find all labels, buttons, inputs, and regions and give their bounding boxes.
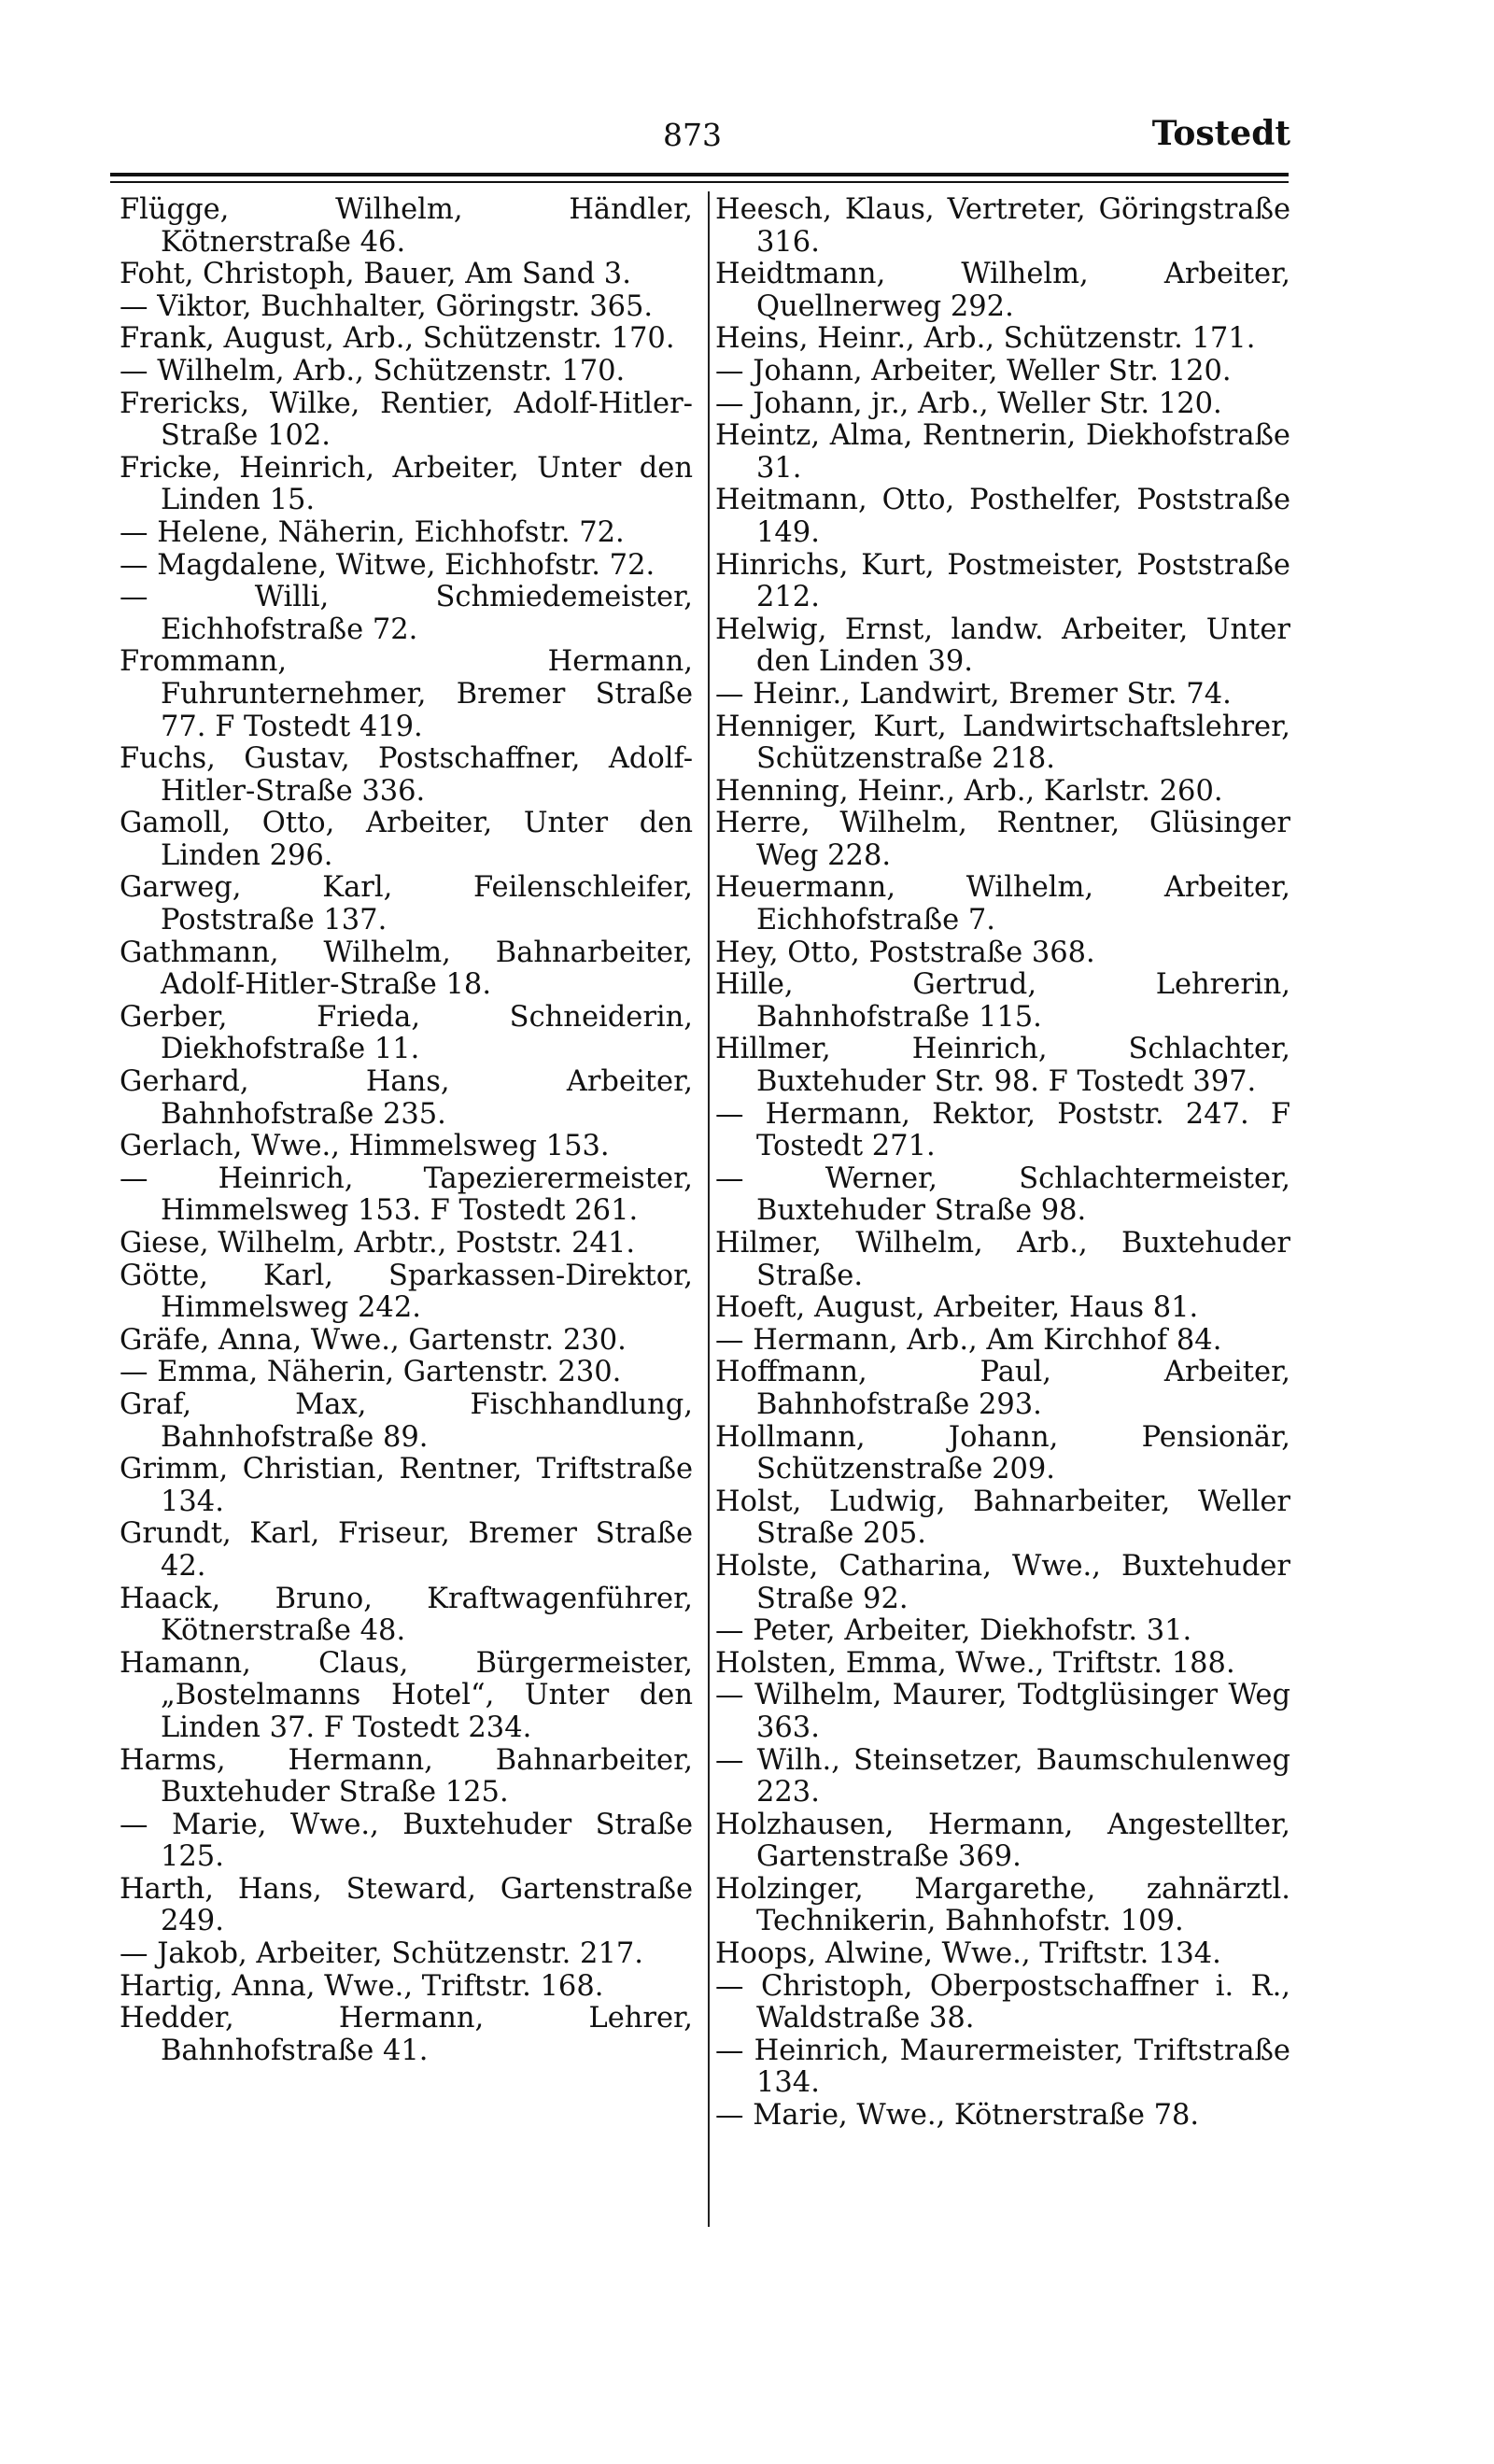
- directory-entry: Fricke, Heinrich, Arbeiter, Unter den Linden 15.: [120, 451, 693, 517]
- directory-entry: Frank, August, Arb., Schützenstr. 170.: [120, 322, 675, 356]
- directory-entry: Heintz, Alma, Rentnerin, Diekhofstraße 31.: [715, 419, 1290, 485]
- directory-entry: Fuchs, Gustav, Postschaffner, Adolf-Hitler-Straße 336.: [120, 742, 693, 808]
- header-rule: [110, 173, 1289, 176]
- directory-entry: — Jakob, Arbeiter, Schützenstr. 217.: [120, 1937, 643, 1971]
- directory-entry: Holzhausen, Hermann, Angestellter, Gartenstraße 369.: [715, 1808, 1290, 1874]
- directory-entry: Holzinger, Margarethe, zahnärztl. Technikerin, Bahnhofstr. 109.: [715, 1872, 1290, 1938]
- directory-entry: Harth, Hans, Steward, Gartenstraße 249.: [120, 1872, 693, 1938]
- directory-entry: Henning, Heinr., Arb., Karlstr. 260.: [715, 774, 1223, 808]
- directory-entry: Gamoll, Otto, Arbeiter, Unter den Linden 296.: [120, 807, 693, 872]
- directory-entry: — Hermann, Arb., Am Kirchhof 84.: [715, 1323, 1222, 1357]
- left-column: [120, 194, 693, 2067]
- directory-entry: — Heinrich, Maurermeister, Triftstraße 134.: [715, 2034, 1290, 2100]
- directory-entry: Hedder, Hermann, Lehrer, Bahnhofstraße 41.: [120, 2002, 693, 2067]
- directory-entry: Frommann, Hermann, Fuhrunternehmer, Bremer Straße 77. F Tostedt 419.: [120, 645, 693, 743]
- directory-entry: — Wilhelm, Arb., Schützenstr. 170.: [120, 354, 626, 387]
- directory-entry: — Werner, Schlachtermeister, Buxtehuder Straße 98.: [715, 1162, 1290, 1228]
- directory-entry: Giese, Wilhelm, Arbtr., Poststr. 241.: [120, 1227, 636, 1260]
- directory-entry: Hamann, Claus, Bürgermeister, „Bostelmanns Hotel“, Unter den Linden 37. F Tostedt 234.: [120, 1646, 693, 1744]
- directory-entry: Hollmann, Johann, Pensionär, Schützenstraße 209.: [715, 1420, 1290, 1486]
- directory-entry: Gathmann, Wilhelm, Bahnarbeiter, Adolf-Hitler-Straße 18.: [120, 936, 693, 1002]
- directory-entry: Graf, Max, Fischhandlung, Bahnhofstraße 89.: [120, 1387, 693, 1454]
- directory-entry: — Heinrich, Tapezierermeister, Himmelsweg 153. F Tostedt 261.: [120, 1162, 693, 1228]
- directory-entry: Holste, Catharina, Wwe., Buxtehuder Straße 92.: [715, 1549, 1290, 1615]
- directory-entry: Hilmer, Wilhelm, Arb., Buxtehuder Straße.: [715, 1227, 1290, 1292]
- directory-entry: — Marie, Wwe., Buxtehuder Straße 125.: [120, 1808, 693, 1874]
- directory-entry: Götte, Karl, Sparkassen-Direktor, Himmelsweg 242.: [120, 1259, 693, 1325]
- directory-entry: — Viktor, Buchhalter, Göringstr. 365.: [120, 289, 654, 323]
- directory-entry: Gerlach, Wwe., Himmelsweg 153.: [120, 1130, 610, 1163]
- directory-entry: Hoops, Alwine, Wwe., Triftstr. 134.: [715, 1937, 1221, 1971]
- directory-entry: Hoeft, August, Arbeiter, Haus 81.: [715, 1291, 1199, 1325]
- directory-entry: Hille, Gertrud, Lehrerin, Bahnhofstraße 115.: [715, 968, 1290, 1034]
- directory-entry: — Wilhelm, Maurer, Todtglüsinger Weg 363.: [715, 1679, 1290, 1744]
- directory-entry: Herre, Wilhelm, Rentner, Glüsinger Weg 228.: [715, 807, 1290, 872]
- directory-entry: Frericks, Wilke, Rentier, Adolf-Hitler-Straße 102.: [120, 387, 693, 453]
- directory-entry: Gerhard, Hans, Arbeiter, Bahnhofstraße 235.: [120, 1065, 693, 1131]
- directory-entry: — Helene, Näherin, Eichhofstr. 72.: [120, 515, 625, 549]
- directory-entry: Gräfe, Anna, Wwe., Gartenstr. 230.: [120, 1323, 627, 1357]
- directory-entry: Helwig, Ernst, landw. Arbeiter, Unter den Linden 39.: [715, 612, 1290, 679]
- directory-entry: — Hermann, Rektor, Poststr. 247. F Tostedt 271.: [715, 1097, 1290, 1163]
- header-rule-thin: [110, 181, 1289, 183]
- directory-entry: Henniger, Kurt, Landwirtschaftslehrer, Schützenstraße 218.: [715, 710, 1290, 776]
- directory-entry: Hartig, Anna, Wwe., Triftstr. 168.: [120, 1969, 604, 2003]
- directory-entry: Heins, Heinr., Arb., Schützenstr. 171.: [715, 322, 1256, 356]
- right-column: [715, 194, 1290, 2133]
- directory-entry: Heuermann, Wilhelm, Arbeiter, Eichhofstraße 7.: [715, 871, 1290, 937]
- directory-entry: Grundt, Karl, Friseur, Bremer Straße 42.: [120, 1517, 693, 1583]
- directory-entry: Haack, Bruno, Kraftwagenführer, Kötnerstraße 48.: [120, 1582, 693, 1648]
- directory-entry: Grimm, Christian, Rentner, Triftstraße 134.: [120, 1453, 693, 1518]
- directory-entry: — Christoph, Oberpostschaffner i. R., Waldstraße 38.: [715, 1969, 1290, 2035]
- directory-entry: — Magdalene, Witwe, Eichhofstr. 72.: [120, 548, 655, 582]
- directory-entry: Hinrichs, Kurt, Postmeister, Poststraße 212.: [715, 548, 1290, 614]
- directory-entry: — Peter, Arbeiter, Diekhofstr. 31.: [715, 1614, 1192, 1648]
- directory-entry: Garweg, Karl, Feilenschleifer, Poststraße 137.: [120, 871, 693, 937]
- directory-entry: — Willi, Schmiedemeister, Eichhofstraße 72.: [120, 581, 693, 646]
- directory-entry: — Johann, Arbeiter, Weller Str. 120.: [715, 354, 1232, 387]
- directory-entry: Heesch, Klaus, Vertreter, Göringstraße 316.: [715, 193, 1290, 259]
- directory-entry: Hoffmann, Paul, Arbeiter, Bahnhofstraße 293.: [715, 1356, 1290, 1421]
- directory-entry: Hillmer, Heinrich, Schlachter, Buxtehuder Str. 98. F Tostedt 397.: [715, 1033, 1290, 1099]
- directory-entry: Holst, Ludwig, Bahnarbeiter, Weller Straße 205.: [715, 1485, 1290, 1551]
- column-divider: [708, 191, 710, 2227]
- directory-entry: Foht, Christoph, Bauer, Am Sand 3.: [120, 258, 631, 291]
- directory-entry: — Johann, jr., Arb., Weller Str. 120.: [715, 387, 1222, 420]
- directory-entry: — Emma, Näherin, Gartenstr. 230.: [120, 1356, 622, 1389]
- directory-entry: Harms, Hermann, Bahnarbeiter, Buxtehuder Straße 125.: [120, 1743, 693, 1809]
- directory-entry: — Wilh., Steinsetzer, Baumschulenweg 223.: [715, 1743, 1290, 1809]
- directory-entry: Heitmann, Otto, Posthelfer, Poststraße 149.: [715, 484, 1290, 549]
- directory-entry: Heidtmann, Wilhelm, Arbeiter, Quellnerweg 292.: [715, 258, 1290, 323]
- directory-entry: — Marie, Wwe., Kötnerstraße 78.: [715, 2099, 1200, 2133]
- directory-entry: Hey, Otto, Poststraße 368.: [715, 936, 1095, 969]
- directory-entry: Flügge, Wilhelm, Händler, Kötnerstraße 46.: [120, 193, 693, 259]
- running-head: Tostedt: [1151, 114, 1290, 153]
- directory-entry: — Heinr., Landwirt, Bremer Str. 74.: [715, 677, 1232, 711]
- directory-entry: Gerber, Frieda, Schneiderin, Diekhofstraße 11.: [120, 1000, 693, 1066]
- page-number: 873: [663, 117, 722, 153]
- directory-entry: Holsten, Emma, Wwe., Triftstr. 188.: [715, 1646, 1235, 1680]
